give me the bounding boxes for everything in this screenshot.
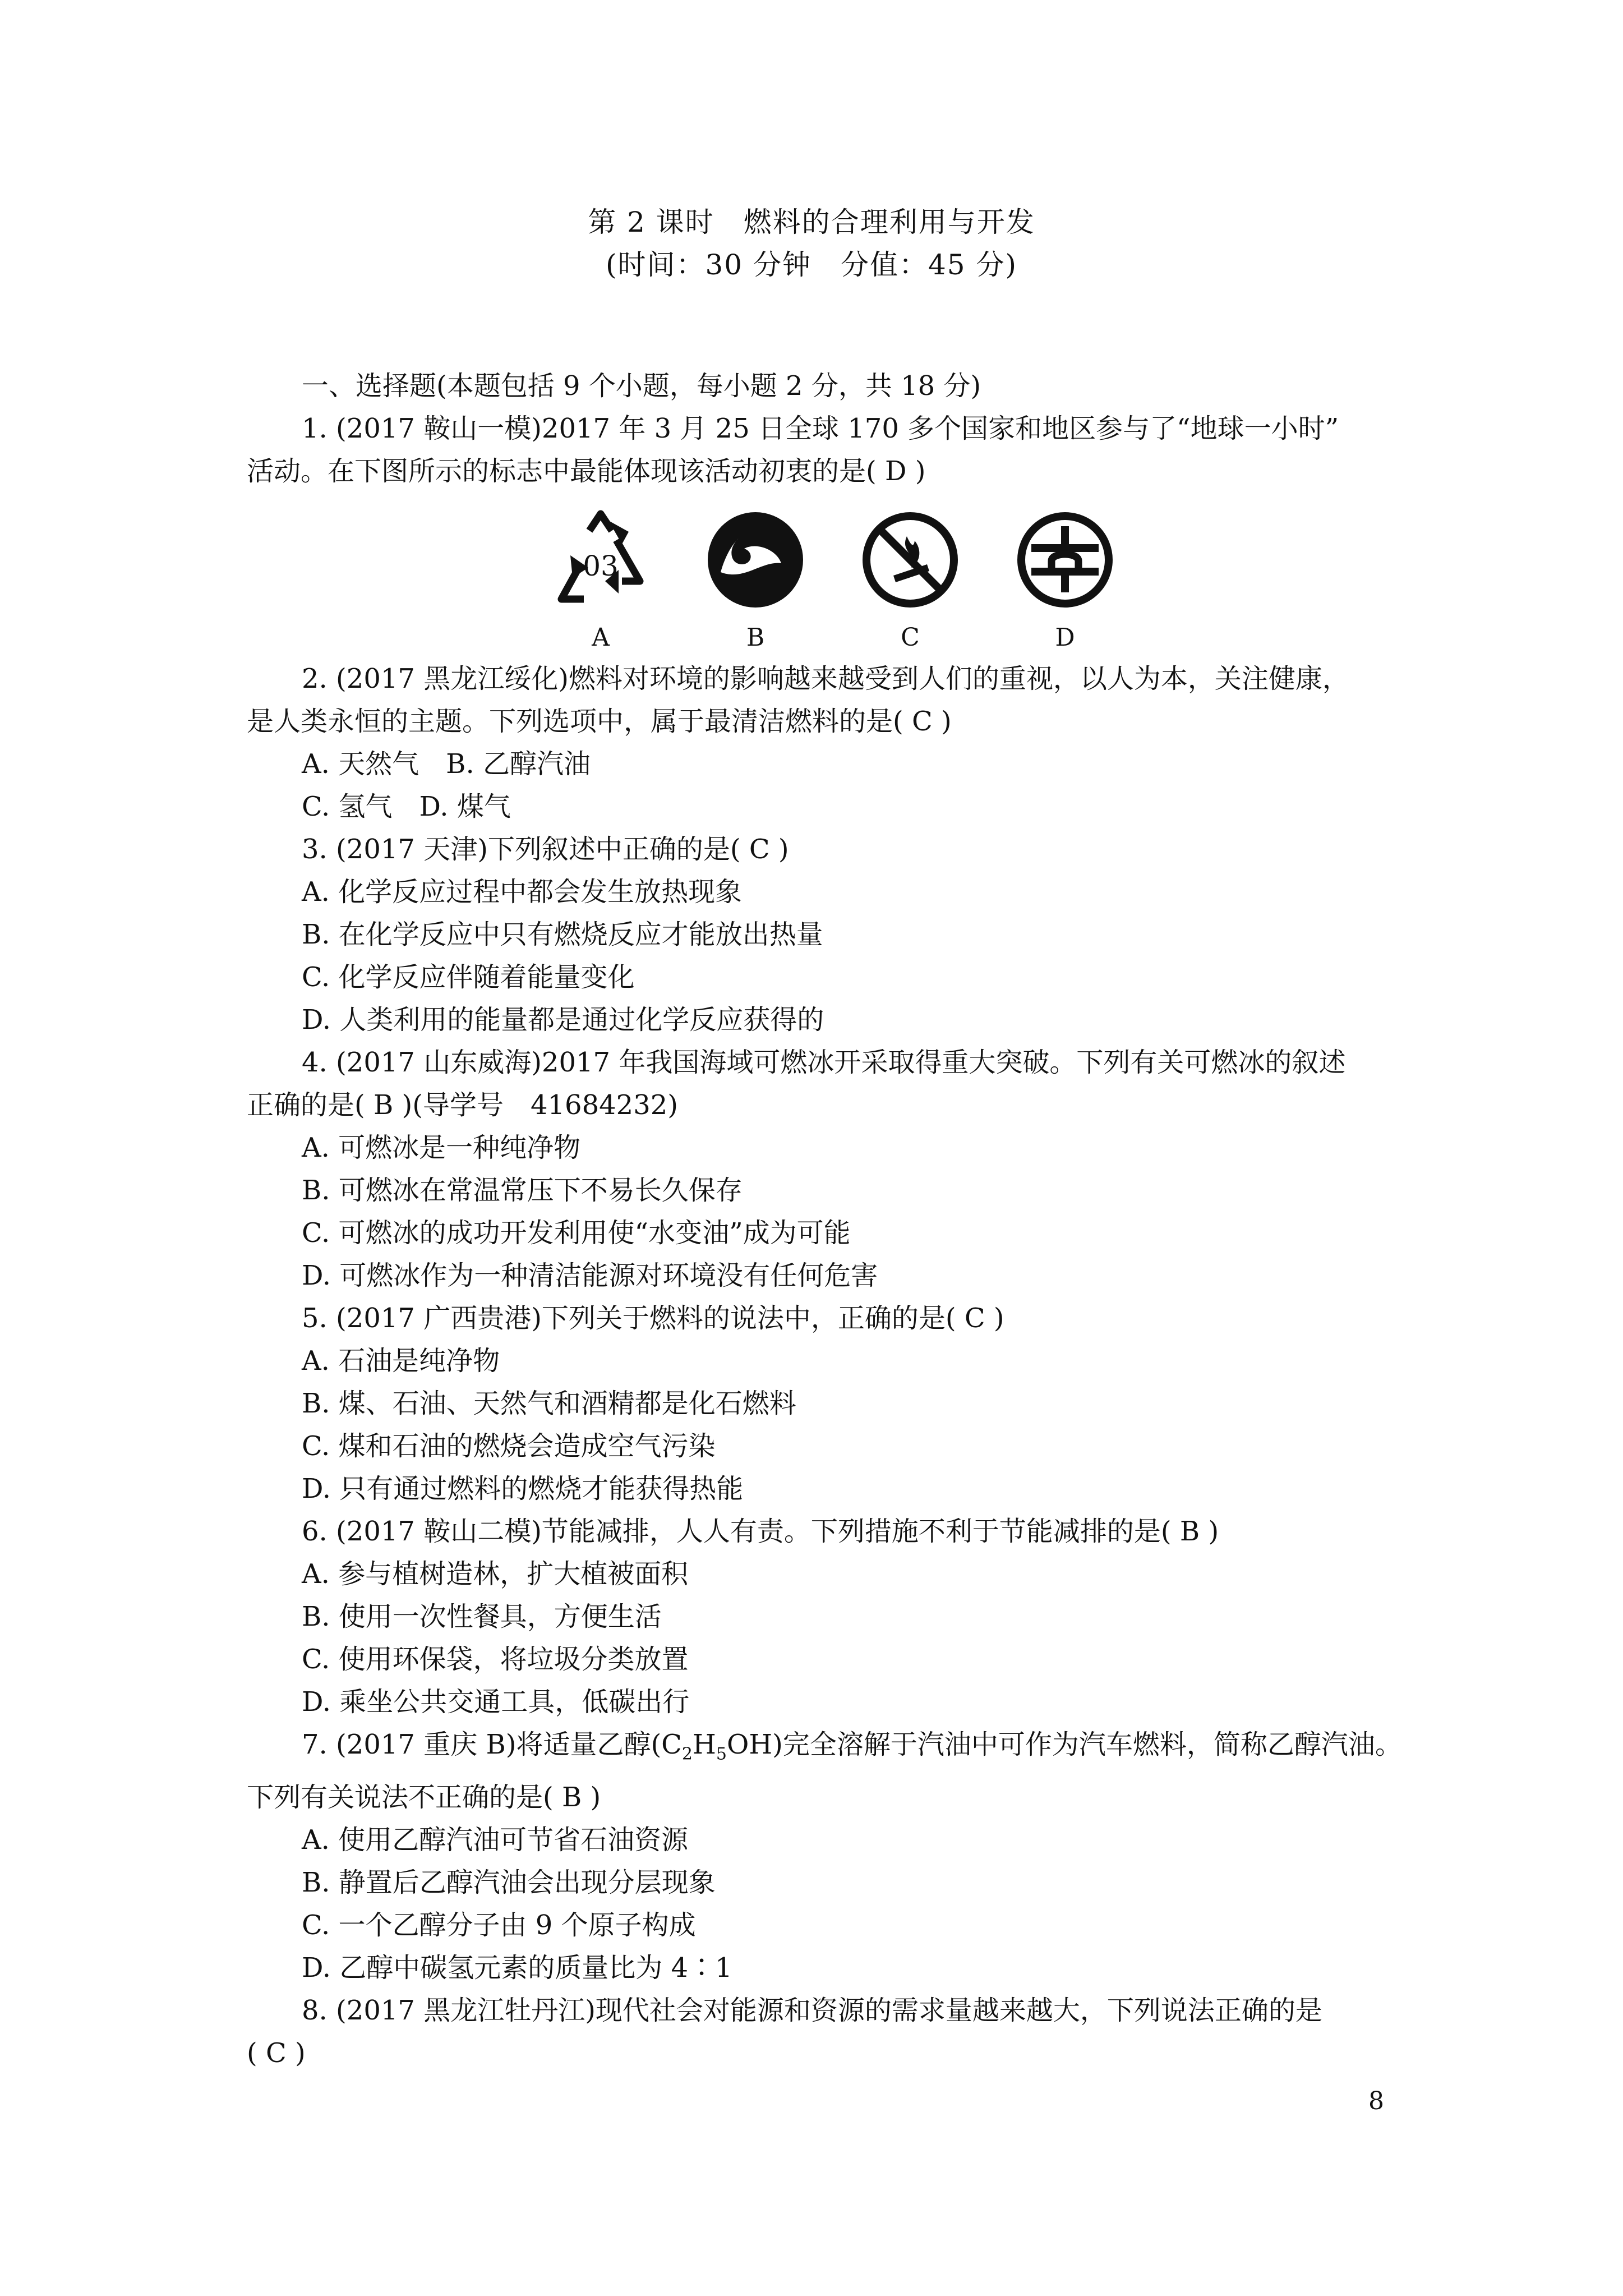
q7-stem-part2: H: [693, 1729, 716, 1760]
q6-option-a: A. 参与植树造林，扩大植被面积: [302, 1558, 689, 1590]
q5-option-b: B. 煤、石油、天然气和酒精都是化石燃料: [302, 1388, 796, 1419]
q1-stem-line1: 1. (2017 鞍山一模)2017 年 3 月 25 日全球 170 多个国家和地区参与了“地球一小时”: [302, 413, 1339, 444]
page-subtitle: (时间：30 分钟 分值：45 分): [605, 249, 1018, 281]
logo-option-a: [550, 509, 651, 657]
q7-option-b: B. 静置后乙醇汽油会出现分层现象: [302, 1866, 716, 1898]
logo-label-c: C: [901, 623, 920, 652]
q6-option-c: C. 使用环保袋，将垃圾分类放置: [302, 1644, 689, 1675]
section-heading: 一、选择题(本题包括 9 个小题，每小题 2 分，共 18 分): [302, 370, 981, 402]
water-drop-icon: [705, 509, 806, 610]
q4-option-c: C. 可燃冰的成功开发利用使“水变油”成为可能: [302, 1217, 851, 1249]
q7-stem-line1: [247, 1723, 1402, 1776]
q7-option-c: C. 一个乙醇分子由 9 个原子构成: [302, 1909, 696, 1941]
page-title: 第 2 课时 燃料的合理利用与开发: [588, 206, 1035, 238]
q7-option-a: A. 使用乙醇汽油可节省石油资源: [302, 1824, 689, 1856]
logo-label-a: A: [592, 623, 610, 652]
q5-option-c: C. 煤和石油的燃烧会造成空气污染: [302, 1430, 716, 1462]
q4-option-a: A. 可燃冰是一种纯净物: [302, 1132, 581, 1163]
q7-subscript-2: 5: [716, 1744, 727, 1764]
logo-option-b: [705, 509, 806, 657]
logo-label-b: B: [746, 623, 765, 652]
recycle-03-icon: [550, 509, 651, 610]
q4-option-b: B. 可燃冰在常温常压下不易长久保存: [302, 1175, 743, 1206]
q2-options-row2: C. 氢气 D. 煤气: [302, 791, 511, 822]
q2-stem-line2: 是人类永恒的主题。下列选项中，属于最清洁燃料的是( C ): [247, 706, 952, 737]
logo-option-d: [1015, 509, 1115, 657]
q7-stem-part1: 7. (2017 重庆 B)将适量乙醇(C: [302, 1729, 682, 1760]
q6-option-d: D. 乘坐公共交通工具，低碳出行: [302, 1686, 690, 1718]
q4-option-d: D. 可燃冰作为一种清洁能源对环境没有任何危害: [302, 1260, 878, 1291]
q5-option-a: A. 石油是纯净物: [302, 1345, 500, 1377]
logo-option-c: [860, 509, 961, 657]
logo-label-d: D: [1055, 623, 1075, 652]
q8-stem-line1: 8. (2017 黑龙江牡丹江)现代社会对能源和资源的需求量越来越大，下列说法正确的是: [302, 1994, 1322, 2026]
q7-stem-line2: 下列有关说法不正确的是( B ): [247, 1781, 601, 1813]
q7-option-d: D. 乙醇中碳氢元素的质量比为 4∶1: [302, 1952, 732, 1984]
q3-stem: 3. (2017 天津)下列叙述中正确的是( C ): [302, 834, 789, 865]
q7-stem-part3: OH)完全溶解于汽油中可作为汽车燃料，简称乙醇汽油。: [726, 1729, 1402, 1760]
q5-option-d: D. 只有通过燃料的燃烧才能获得热能: [302, 1473, 744, 1504]
q1-logo-row: [247, 509, 1402, 657]
no-fire-icon: [860, 509, 961, 610]
q2-stem-line1: 2. (2017 黑龙江绥化)燃料对环境的影响越来越受到人们的重视，以人为本，关注健康，: [302, 663, 1349, 694]
q3-option-c: C. 化学反应伴随着能量变化: [302, 961, 635, 993]
recycle-number: 03: [583, 550, 619, 582]
q8-stem-line2: ( C ): [247, 2037, 306, 2069]
q4-stem-line2: 正确的是( B )(导学号 41684232): [247, 1089, 679, 1121]
page-number: 8: [1368, 2087, 1384, 2115]
q6-stem: 6. (2017 鞍山二模)节能减排，人人有责。下列措施不利于节能减排的是( B ): [302, 1516, 1219, 1547]
question-content: [247, 365, 1402, 2074]
q1-stem-line2: 活动。在下图所示的标志中最能体现该活动初衷的是( D ): [247, 455, 926, 487]
q6-option-b: B. 使用一次性餐具，方便生活: [302, 1601, 662, 1632]
q5-stem: 5. (2017 广西贵港)下列关于燃料的说法中，正确的是( C ): [302, 1303, 1004, 1334]
q3-option-a: A. 化学反应过程中都会发生放热现象: [302, 876, 743, 908]
q2-options-row1: A. 天然气 B. 乙醇汽油: [302, 748, 591, 780]
energy-saving-icon: [1015, 509, 1115, 610]
q4-stem-line1: 4. (2017 山东威海)2017 年我国海域可燃冰开采取得重大突破。下列有关可燃冰的叙述: [302, 1047, 1346, 1078]
q7-subscript-1: 2: [681, 1744, 693, 1764]
q3-option-b: B. 在化学反应中只有燃烧反应才能放出热量: [302, 919, 823, 950]
q3-option-d: D. 人类利用的能量都是通过化学反应获得的: [302, 1004, 824, 1036]
